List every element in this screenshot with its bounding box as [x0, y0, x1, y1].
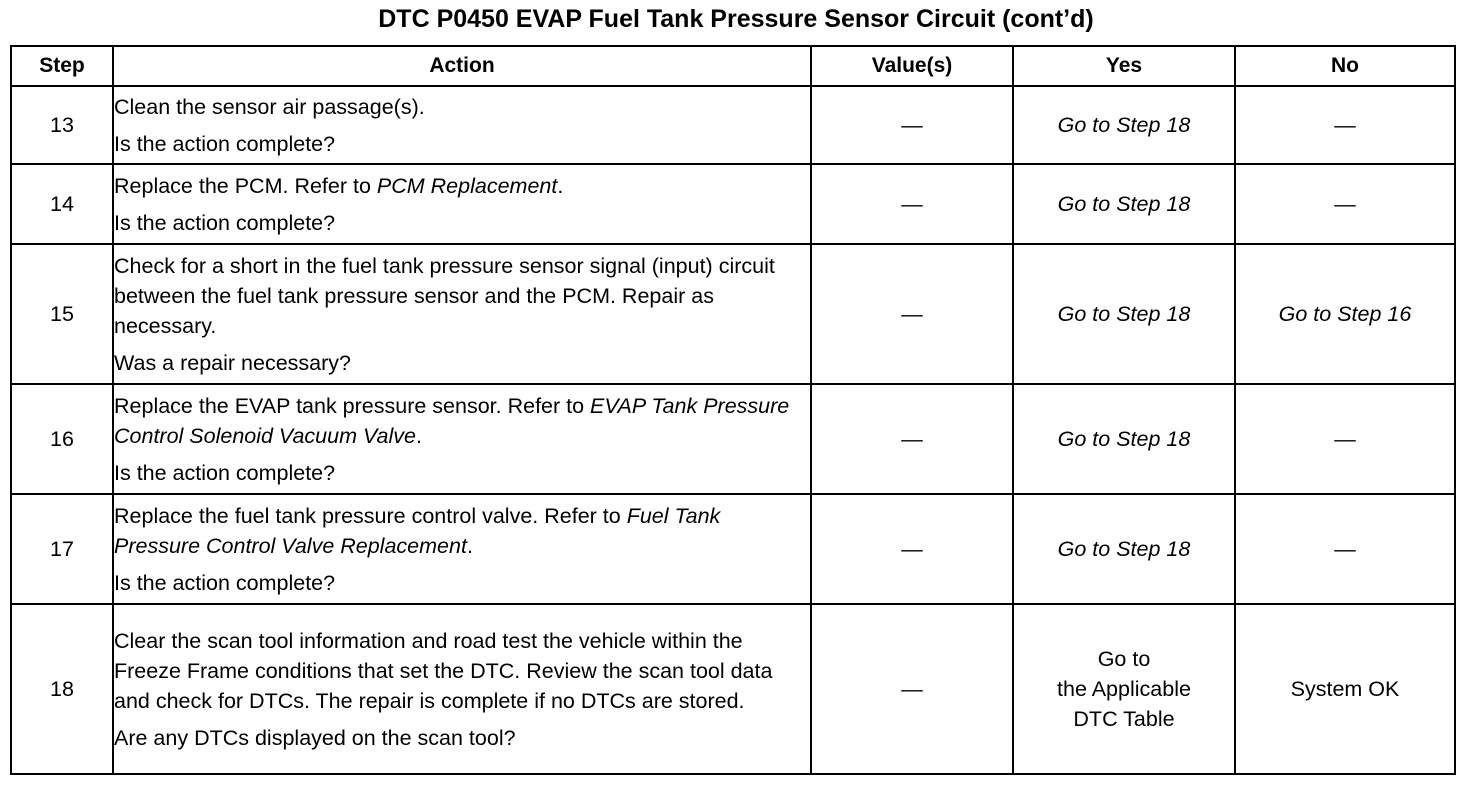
- reference-link[interactable]: PCM Replacement: [376, 173, 558, 198]
- header-action: Action: [113, 46, 811, 86]
- step-number: 16: [11, 384, 113, 494]
- values-cell: —: [811, 604, 1013, 774]
- no-cell: —: [1235, 164, 1455, 244]
- action-instruction: Replace the PCM. Refer to PCM Replacement.: [114, 173, 564, 198]
- no-cell: —: [1235, 86, 1455, 164]
- action-question: Was a repair necessary?: [114, 350, 351, 375]
- action-instruction: Clean the sensor air passage(s).: [114, 94, 425, 119]
- action-instruction: Clear the scan tool information and road test the vehicle within the Freeze Frame conditions that set the DTC. Review the scan tool data and check for DTCs. The repair is complete if no DTCs are stored.: [114, 628, 773, 713]
- values-cell: —: [811, 86, 1013, 164]
- action-question: Is the action complete?: [114, 210, 336, 235]
- page-title: DTC P0450 EVAP Fuel Tank Pressure Sensor Circuit (cont’d): [378, 5, 1094, 33]
- step-number: 18: [11, 604, 113, 774]
- table-row: [11, 384, 1455, 494]
- action-question: Is the action complete?: [114, 131, 336, 156]
- header-yes: Yes: [1013, 46, 1235, 86]
- yes-line: DTC Table: [1073, 707, 1175, 731]
- values-cell: —: [811, 384, 1013, 494]
- yes-line: Go to: [1097, 647, 1151, 671]
- step-number: 14: [11, 164, 113, 244]
- table-row: [11, 86, 1455, 164]
- values-cell: —: [811, 244, 1013, 384]
- action-question: Are any DTCs displayed on the scan tool?: [114, 725, 516, 750]
- table-row: [11, 494, 1455, 604]
- yes-cell: Go to Step 18: [1013, 494, 1235, 604]
- reference-link[interactable]: Fuel Tank Pressure Control Valve Replacement: [114, 503, 721, 558]
- action-question: Is the action complete?: [114, 570, 336, 595]
- yes-line: the Applicable: [1057, 677, 1191, 701]
- header-no: No: [1235, 46, 1455, 86]
- table-row: [11, 164, 1455, 244]
- no-cell: —: [1235, 494, 1455, 604]
- action-cell: [113, 384, 811, 494]
- table-row: [11, 604, 1455, 774]
- diagnostic-table: [10, 45, 1456, 775]
- reference-link[interactable]: EVAP Tank Pressure Control Solenoid Vacuum Valve: [114, 393, 790, 448]
- action-instruction: Replace the EVAP tank pressure sensor. Refer to EVAP Tank Pressure Control Solenoid Vacuum Valve.: [114, 393, 790, 448]
- yes-cell: Go to Step 18: [1013, 384, 1235, 494]
- action-cell: [113, 244, 811, 384]
- action-cell: [113, 604, 811, 774]
- step-number: 13: [11, 86, 113, 164]
- yes-cell: Go to Step 18: [1013, 86, 1235, 164]
- values-cell: —: [811, 494, 1013, 604]
- no-cell: Go to Step 16: [1235, 244, 1455, 384]
- yes-cell: Go to Step 18: [1013, 164, 1235, 244]
- action-question: Is the action complete?: [114, 460, 336, 485]
- values-cell: —: [811, 164, 1013, 244]
- no-cell: System OK: [1235, 604, 1455, 774]
- action-instruction: Check for a short in the fuel tank pressure sensor signal (input) circuit between the fuel tank pressure sensor and the PCM. Repair as necessary.: [114, 253, 775, 338]
- action-cell: [113, 164, 811, 244]
- no-cell: —: [1235, 384, 1455, 494]
- table-row: [11, 244, 1455, 384]
- step-number: 15: [11, 244, 113, 384]
- header-step: Step: [11, 46, 113, 86]
- yes-cell: [1013, 604, 1235, 774]
- yes-cell: Go to Step 18: [1013, 244, 1235, 384]
- action-cell: [113, 494, 811, 604]
- header-values: Value(s): [811, 46, 1013, 86]
- action-instruction: Replace the fuel tank pressure control valve. Refer to Fuel Tank Pressure Control Valve Replacement.: [114, 503, 721, 558]
- action-cell: [113, 86, 811, 164]
- header-row: [11, 46, 1455, 86]
- step-number: 17: [11, 494, 113, 604]
